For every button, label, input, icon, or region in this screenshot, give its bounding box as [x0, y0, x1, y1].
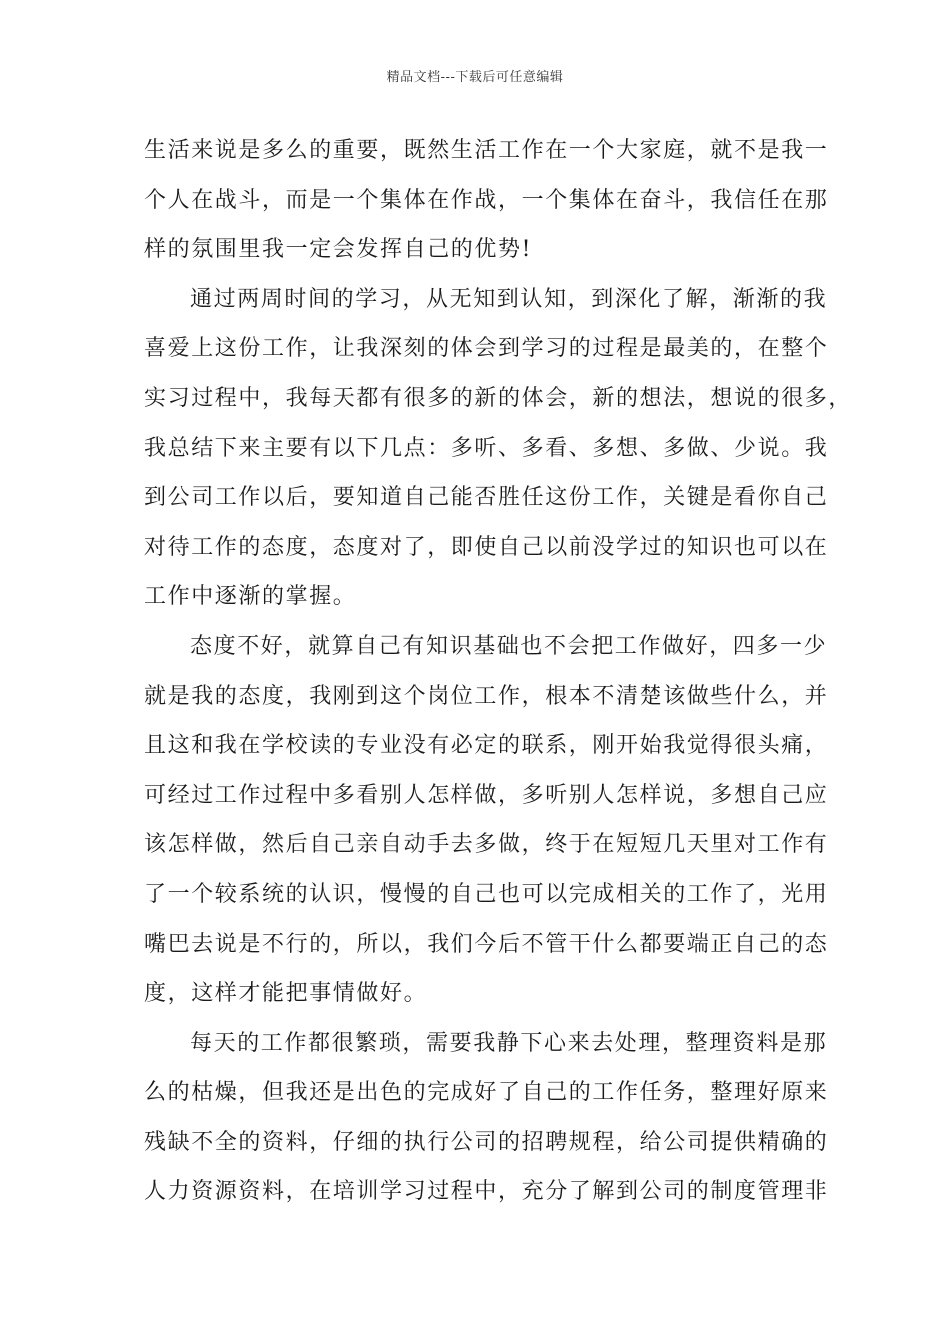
text-line: 个人在战斗，而是一个集体在作战，一个集体在奋斗，我信任在那: [144, 187, 829, 213]
text-line: 样的氛围里我一定会发挥自己的优势!: [144, 237, 533, 263]
text-line: 每天的工作都很繁琐，需要我静下心来去处理，整理资料是那: [190, 1030, 828, 1056]
text-line: 实习过程中，我每天都有很多的新的体会，新的想法，想说的很多，: [144, 385, 853, 411]
document-body: [144, 126, 853, 1217]
text-line: 可经过工作过程中多看别人怎样做，多听别人怎样说，多想自己应: [144, 782, 829, 808]
text-line: 就是我的态度，我刚到这个岗位工作，根本不清楚该做些什么，并: [144, 683, 829, 709]
text-line: 到公司工作以后，要知道自己能否胜任这份工作，关键是看你自己: [144, 485, 829, 511]
text-line: 态度不好，就算自己有知识基础也不会把工作做好，四多一少: [190, 633, 828, 659]
text-line: 残缺不全的资料，仔细的执行公司的招聘规程，给公司提供精确的: [144, 1129, 829, 1155]
text-line: 嘴巴去说是不行的，所以，我们今后不管干什么都要端正自己的态: [144, 931, 829, 957]
text-line: 我总结下来主要有以下几点：多听、多看、多想、多做、少说。我: [144, 435, 829, 461]
text-line: 么的枯燥，但我还是出色的完成好了自己的工作任务，整理好原来: [144, 1080, 829, 1106]
text-line: 生活来说是多么的重要，既然生活工作在一个大家庭，就不是我一: [144, 138, 829, 163]
text-line: 通过两周时间的学习，从无知到认知，到深化了解，渐渐的我: [190, 286, 828, 312]
text-line: 对待工作的态度，态度对了，即使自己以前没学过的知识也可以在: [144, 534, 829, 560]
text-line: 该怎样做，然后自己亲自动手去多做，终于在短短几天里对工作有: [144, 832, 829, 858]
text-line: 工作中逐渐的掌握。: [144, 584, 357, 610]
text-line: 且这和我在学校读的专业没有必定的联系，刚开始我觉得很头痛，: [144, 733, 829, 759]
page-header: 精品文档---下载后可任意编辑: [386, 70, 564, 85]
text-line: 了一个较系统的认识，慢慢的自己也可以完成相关的工作了，光用: [144, 881, 829, 907]
text-line: 度，这样才能把事情做好。: [144, 981, 428, 1007]
text-line: 人力资源资料，在培训学习过程中，充分了解到公司的制度管理非: [144, 1179, 829, 1205]
text-line: 喜爱上这份工作，让我深刻的体会到学习的过程是最美的，在整个: [144, 336, 829, 362]
